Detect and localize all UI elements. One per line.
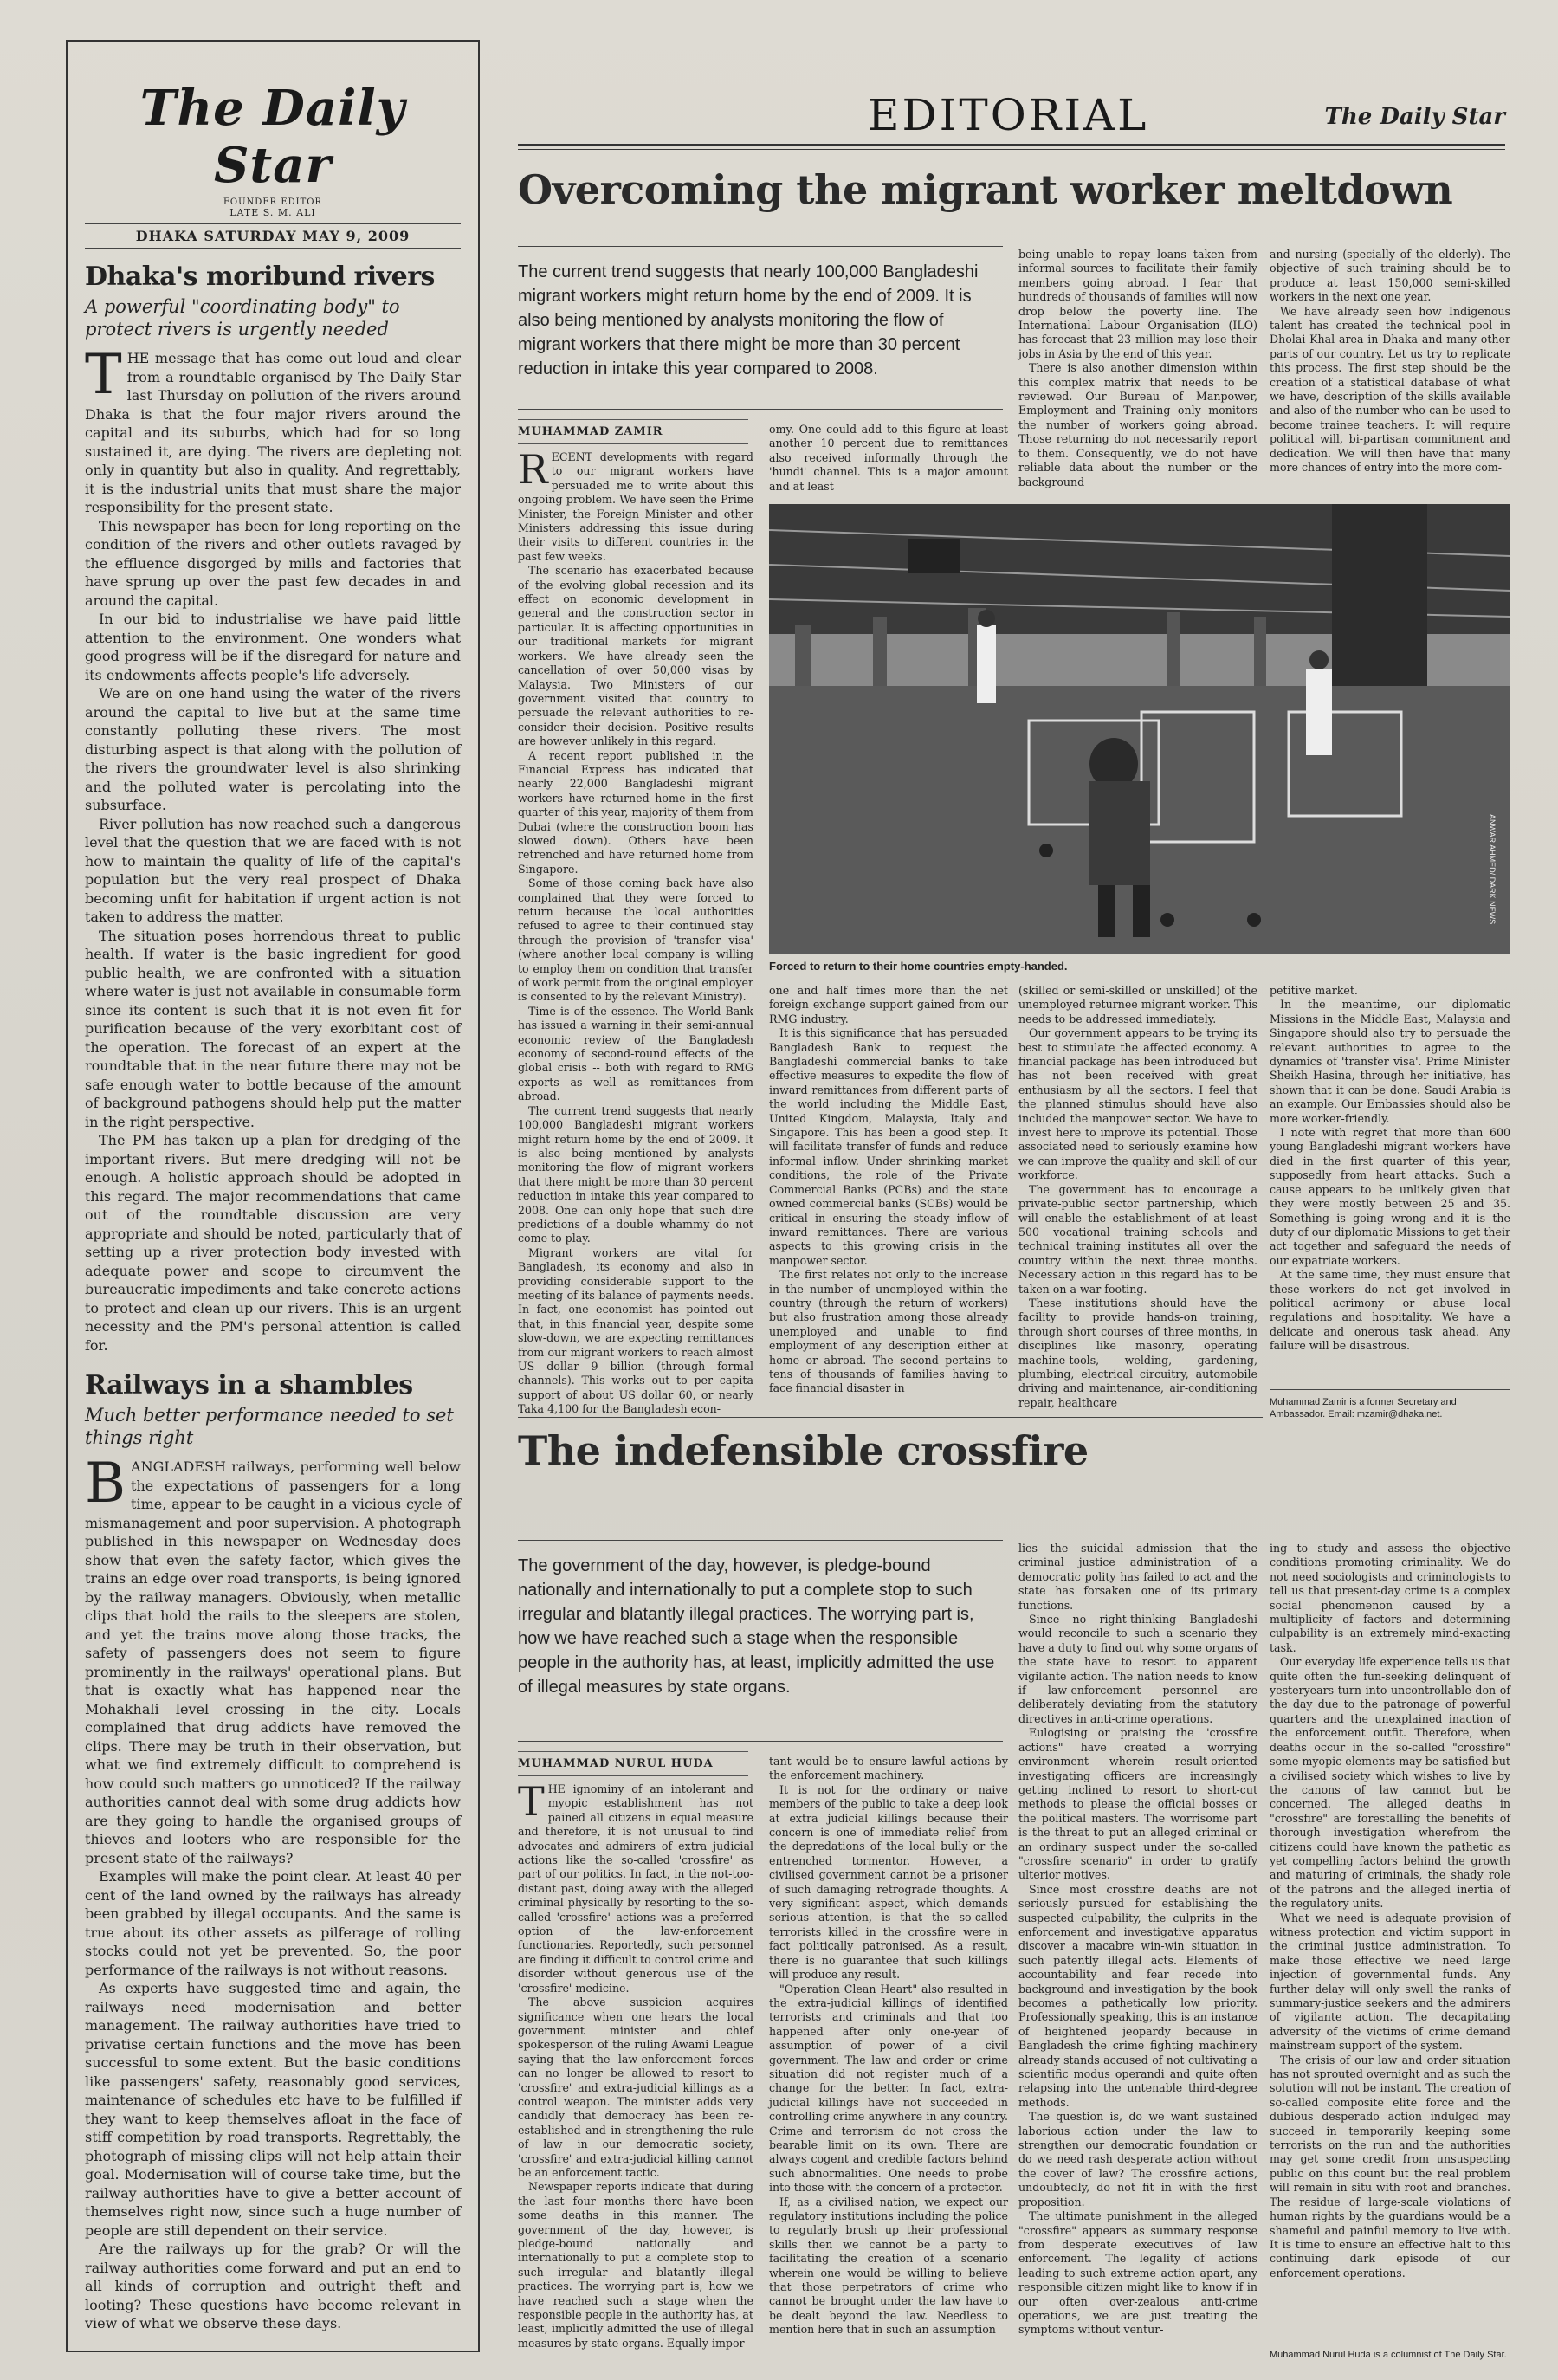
paragraph: "Operation Clean Heart" also resulted in the extra-judicial killings of identified terrorists and criminals and that too happened after only one-year of assumption of power of a civil government. The law and order or crime situation did not register much of a change for the better. In fact, extra-judicial killings have not succeeded in controlling crime anywhere in any country. Crime and terrorism do not cross the bearable limit on its own. There are always cogent and credible factors behind such abnormalities. One needs to probe into those with the concern of a protector. bbox=[769, 1982, 1008, 2195]
paragraph: The current trend suggests that nearly 100,000 Bangladeshi migrant workers might return home by the end of 2009. It is also being mentioned by analysts monitoring the flow of migrant workers that there might be more than 30 percent reduction in intake this year compared to 2008. One can only hope that such dire predictions of a double whammy do not come to play. bbox=[518, 1103, 753, 1245]
photo-credit: ANWAR AHMED/ DARK NEWS bbox=[1488, 814, 1497, 925]
paragraph: We are on one hand using the water of the rivers around the capital to live but at the same time constantly polluting these rivers. The most disturbing aspect is that along with the pollution of the rivers the groundwater level is also shrinking and the polluted water is percolating into the subsurface. bbox=[85, 685, 461, 813]
paragraph: ECENT developments with regard to our migrant workers have persuaded me to write about this ongoing problem. We have seen the Prime Minister, the Foreign Minister and other Ministers addressing this issue during their visits to different countries in the past few weeks. bbox=[518, 450, 753, 563]
headline-migrant: Overcoming the migrant worker meltdown bbox=[518, 166, 1453, 213]
paragraph: What we need is adequate provision of witness protection and victim support in the criminal justice administration. To make those effective we need large injection of governmental funds. Any further delay will only swell the ranks of summary-justice seekers and the admirers of vigilante action. The decapitating adversity of the victims of crime demand mainstream support of the system. bbox=[1270, 1911, 1510, 2053]
dropcap: R bbox=[518, 446, 548, 493]
paragraph: and nursing (specially of the elderly). The objective of such training should be to produce at least 150,000 semi-skilled workers in the next one year. bbox=[1270, 248, 1510, 304]
paragraph: tant would be to ensure lawful actions by the enforcement machinery. bbox=[769, 1755, 1008, 1782]
paragraph: At the same time, they must ensure that these workers do not get involved in political acrimony or abuse local regulations and hospitality. We have a delicate and onerous task ahead. Any failure will be disastrous. bbox=[1270, 1268, 1510, 1353]
paragraph: It is this significance that has persuaded Bangladesh Bank to request the Bangladeshi commercial banks to take effective measures to expedite the flow of inward remittances from different parts of the world including the Middle East, United Kingdom, Malaysia, Italy and Singapore. This has been a good step. It will facilitate transfer of funds and reduce informal inflow. Under shrinking market conditions, the role of the Private Commercial Banks (PCBs) and the state owned commercial banks (SCBs) would be critical in ensuring the steady inflow of inward remittances. There are various aspects to this growing crisis in the manpower sector. bbox=[769, 1026, 1008, 1267]
paragraph: ing to study and assess the objective conditions promoting criminality. We do not need sociologists and criminologists to tell us that present-day crime is a complex social phenomenon caused by a multiplicity of factors and determining culpability is an extremely mind-exacting task. bbox=[1270, 1542, 1510, 1654]
masthead-logo: The Daily Star bbox=[139, 80, 406, 194]
paragraph: In the meantime, our diplomatic Missions in the Middle East, Malaysia and Singapore should also try to persuade the relevant authorities to agree to the dynamics of 'transfer visa'. Prime Minister Sheikh Hasina, through her initiative, has shown that it can be done. Saudi Arabia is an example. Our Embassies should also be more worker-friendly. bbox=[1270, 998, 1510, 1125]
founder-name: LATE S. M. ALI bbox=[229, 207, 316, 218]
author-note-huda: Muhammad Nurul Huda is a columnist of The Daily Star. bbox=[1270, 2350, 1507, 2360]
byline-migrant: MUHAMMAD ZAMIR bbox=[518, 419, 748, 444]
section-title: EDITORIAL bbox=[868, 90, 1149, 140]
headline-crossfire: The indefensible crossfire bbox=[518, 1427, 1089, 1474]
paragraph: There is also another dimension within this complex matrix that needs to be reviewed. Our Bureau of Manpower, Employment and Training only monitors the number of workers going abroad. Those returning do not necessarily report to them. Consequently, we do not have reliable data about the number or the background bbox=[1018, 361, 1257, 488]
column-1 bbox=[518, 1778, 753, 2364]
photo-illustration bbox=[769, 504, 1510, 954]
paragraph: Are the railways up for the grab? Or will the railway authorities come forward and put an end to all kinds of corruption and outright theft and looting? These questions have become relevant in view of what we observe these days. bbox=[85, 2241, 461, 2331]
paragraph: The ultimate punishment in the alleged "crossfire" appears as summary response from desperate executives of law enforcement. The legality of actions leading to such extreme action apart, any responsible citizen might like to know if in our often over-zealous anti-crime operations, we are just treating the symptoms without ventur- bbox=[1018, 2209, 1257, 2337]
sidebar-editorials bbox=[66, 40, 480, 2352]
paragraph: lies the suicidal admission that the criminal justice administration of a democratic polity has failed to act and the state has forsaken one of its primary functions. bbox=[1018, 1542, 1257, 1612]
paragraph: Some of those coming back have also complained that they were forced to return because the local authorities refused to agree to their continued stay through the provision of 'transfer visa' (where another local company is willing to employ them on condition that transfer of work permit from the original employer is consented to by the relevant Ministry). bbox=[518, 876, 753, 1004]
paragraph: Eulogising or praising the "crossfire actions" have created a worrying environment wherein result-oriented investigating officers are increasingly getting inclined to resort to short-cut methods to please the official bosses or the political masters. The worrisome part is the threat to put an alleged criminal or an ordinary suspect under the so-called "crossfire scenario" in order to gratify ulterior motives. bbox=[1018, 1726, 1257, 1882]
author-note-zamir: Muhammad Zamir is a former Secretary and Ambassador. Email: mzamir@dhaka.net. bbox=[1270, 1397, 1457, 1420]
divider bbox=[518, 1417, 1263, 1418]
sidebar-body-rivers bbox=[85, 343, 461, 1355]
paragraph: Our everyday life experience tells us that quite often the fun-seeking delinquent of yesteryears turn into uncontrollable don of the day due to the patronage of powerful quarters and the unexplained inaction of the enforcement outfit. Therefore, when deaths occur in the so-called "crossfire" some myopic elements may be satisfied but a civilised society which wishes to live by the canons of law cannot but be concerned. The alleged deaths in "crossfire" are forestalling the benefits of thorough investigation wherefrom the citizens could have known the pathetic as yet compelling factors behind the growth and maturing of criminals, the shady role of the patrons and the alleged inertia of the regulatory units. bbox=[1270, 1655, 1510, 1911]
paragraph: The first relates not only to the increase in the number of unemployed within the country (through the return of workers) but also frustration among those already unemployed and unable to find employment of any description either at home or abroad. The second pertains to tens of thousands of families having to face financial disaster in bbox=[769, 1268, 1008, 1395]
sidebar-body-railways bbox=[85, 1452, 461, 2333]
paragraph: The crisis of our law and order situation has not sprouted overnight and as such the solution will not be instant. The creation of so-called composite elite force and the dubious desperado action indulged may succeed in temporarily keeping some terrorists on the run and the authorities may get some credit from unsuspecting public on this count but the real problem will remain in situ with root and branches. The residue of large-scale violations of human rights by the guardians would be a shameful and painful memory to live with. It is time to ensure an effective halt to this continuing dark episode of our enforcement operations. bbox=[1270, 2053, 1510, 2280]
dropcap: T bbox=[518, 1778, 545, 1825]
paragraph: Since no right-thinking Bangladeshi would reconcile to such a scenario they have a duty to find out why some organs of the state have to resort to apparent vigilante action. The nation needs to know if law-enforcement personnel are deliberately deviating from the statutory directives in anti-crime operations. bbox=[1018, 1613, 1257, 1725]
section-header bbox=[518, 78, 1505, 147]
paragraph: The government has to encourage a private-public sector partnership, which will enable the establishment of at least 500 vocational training schools and technical training institutes all over the country within the next three months. Necessary action in this regard has to be taken on a war footing. bbox=[1018, 1182, 1257, 1296]
dropcap: T bbox=[85, 343, 122, 407]
header-logo: The Daily Star bbox=[1324, 104, 1505, 130]
divider bbox=[518, 246, 1003, 247]
paragraph: being unable to repay loans taken from informal sources to facilitate their family members going abroad. I fear that hundreds of thousands of families will now drop below the poverty line. The International Labour Organisation (ILO) has forecast that 23 million may lose their jobs in Asia by the end of this year. bbox=[1018, 248, 1257, 360]
dateline: DHAKA SATURDAY MAY 9, 2009 bbox=[85, 223, 461, 249]
paragraph: ANGLADESH railways, performing well below the expectations of passengers for a long time, appear to be caught in a vicious cycle of mismanagement and poor supervision. A photograph published in this newspaper on Wednesday does show that even the safety factor, which gives the trains an edge over road transports, is being ignored by the railway managers. Obviously, when metallic clips that hold the rails to the sleepers are stolen, and yet the trains move along those tracks, the safety of passengers does not seem to figure prominently in the railways' operational plans. But that is exactly what has happened near the Mohakhali level crossing in the city. Locals complained that drug addicts have removed the clips. There may be truth in their observation, but what we find extremely difficult to comprehend is how could such matters go unnoticed? If the railway authorities cannot deal with some drug addicts how are they going to handle the organised groups of thieves and looters who are responsible for the present state of the railways? bbox=[85, 1458, 461, 1866]
column-2-top bbox=[769, 423, 1008, 492]
paragraph: Migrant workers are vital for Bangladesh, its economy and also in providing considerable support to the meeting of its balance of payments needs. In fact, one economist has pointed out that, in this financial year, despite some slow-down, we are expecting remittances from our migrant workers to reach almost US dollar 9 billion (through formal channels). This works out to per capita support of about US dollar 60, or nearly Taka 4,100 for the Bangladesh econ- bbox=[518, 1245, 753, 1416]
paragraph: The situation poses horrendous threat to public health. If water is the basic ingredient for good public health, we are confronted with a situation where water is just not available in consumable form since its content is such that it is not even fit for purification because of the very exorbitant cost of the operation. The forecast of an expert at the roundtable that in the near future there may not be safe enough water to bottle because of the amount of background pathogens should help put the matter in the right perspective. bbox=[85, 927, 461, 1130]
paragraph: If, as a civilised nation, we expect our regulatory institutions including the police to regularly brush up their professional skills then we cannot be a party to facilitating the creation of a scenario wherein one would be willing to believe that those perpetrators of crime who cannot be brought under the law have to be dealt beyond the law. Needless to mention here that in such an assumption bbox=[769, 2195, 1008, 2337]
divider bbox=[518, 144, 1505, 146]
column-3-bottom bbox=[1018, 984, 1257, 1409]
paragraph: (skilled or semi-skilled or unskilled) of the unemployed returnee migrant worker. This needs to be addressed immediately. bbox=[1018, 984, 1257, 1025]
divider bbox=[518, 149, 1505, 150]
paragraph: HE ignominy of an intolerant and myopic establishment has not pained all citizens in equal measure and therefore, it is not unusual to find advocates and admirers of extra judicial actions like the so-called 'crossfire' as part of our politics. In fact, in the not-too-distant past, doing away with the alleged criminal physically by resorting to the so-called 'crossfire' actions was a preferred option of the law-enforcement functionaries. Reportedly, such personnel are finding it difficult to control crime and disorder without generous use of the 'crossfire' medicine. bbox=[518, 1782, 753, 1995]
photo-caption: Forced to return to their home countries empty-handed. bbox=[769, 960, 1068, 973]
paragraph: It is not for the ordinary or naive members of the public to take a deep look at extra judicial killings because their concern is one of immediate relief from the depredations of the local bully or the entrenched tormentor. However, a civilised government cannot be a prisoner of such damaging retrograde thoughts. A very significant aspect, which demands serious attention, is that the so-called terrorists killed in the crossfire were in fact politically patronised. As a result, there is no guarantee that such killings will produce any result. bbox=[769, 1782, 1008, 1982]
paragraph: We have already seen how Indigenous talent has created the technical pool in Dholai Khal area in Dhaka and many other parts of our country. Let us try to replicate this process. The first step should be the creation of a statistical database of what we have, description of the skills available and also of the number who can be used to become trainee teachers. It will require political will, bi-partisan commitment and dedication. We will then have that many more chances of entry into the more com- bbox=[1270, 304, 1510, 475]
paragraph: As experts have suggested time and again, the railways need modernisation and better management. The railway authorities have tried to privatise certain functions and the move has been successful to some extent. But the basic conditions like passengers' safety, reasonably good services, maintenance of schedules etc have to be fulfilled if they want to keep themselves afloat in the face of stiff competition by road transports. Regrettably, the photograph of missing clips will not help attain their goal. Modernisation will of course take time, but the railway authorities have to give a better account of themselves right now, since such a huge number of people are still dependent on their service. bbox=[85, 1980, 461, 2239]
deck-migrant: The current trend suggests that nearly 100,000 Bangladeshi migrant workers might return home by the end of 2009. It is also being mentioned by analysts monitoring the flow of migrant workers that there might be more than 30 percent reduction in intake this year compared to 2008. bbox=[518, 262, 979, 378]
divider bbox=[518, 1741, 1003, 1742]
paragraph: HE message that has come out loud and clear from a roundtable organised by The Daily Star last Thursday on pollution of the rivers around Dhaka is that the four major rivers around the capital and its suburbs, which had for so long sustained it, are dying. The rivers are depleting not only in quantity but also in quality. And regrettably, it is the industrial units that must share the major responsibility for the present state. bbox=[85, 350, 461, 515]
paragraph: Newspaper reports indicate that during the last four months there have been some deaths in this manner. The government of the day, however, is pledge-bound nationally and internationally to put a complete stop to such irregular and blatantly illegal practices. The worrying part is, how we have reached such a stage when the responsible people in the authority has, at least, implicitly admitted the use of illegal measures by state organs. Equally impor- bbox=[518, 2180, 753, 2350]
column-4-bottom bbox=[1270, 984, 1510, 1353]
sidebar-headline-railways: Railways in a shambles bbox=[85, 1370, 413, 1400]
paragraph: A recent report published in the Financial Express has indicated that nearly 22,000 Bangladeshi migrant workers have returned home in the first quarter of this year, majority of them from Dubai (where the construction boom has slowed down). Others have been retrenched and have returned home from Singapore. bbox=[518, 748, 753, 876]
paragraph: This newspaper has been for long reporting on the condition of the rivers and other outlets ravaged by the effluence disgorged by mills and factories that have sprung up over the past few decades in and around the capital. bbox=[85, 517, 461, 609]
paragraph: petitive market. bbox=[1270, 984, 1358, 997]
column-3-top bbox=[1018, 248, 1257, 492]
divider bbox=[518, 1540, 1003, 1541]
deck-crossfire: The government of the day, however, is pledge-bound nationally and internationally to put a complete stop to such irregular and blatantly illegal practices. The worrying part is, how we have reached such a stage when the responsible people in the authority has, at least, implicitly admitted the use of illegal measures by state organs. bbox=[518, 1556, 995, 1697]
paragraph: omy. One could add to this figure at least another 10 percent due to remittances also received informally through the 'hundi' channel. This is a major amount and at least bbox=[769, 423, 1008, 493]
dropcap: B bbox=[85, 1452, 126, 1516]
paragraph: The scenario has exacerbated because of the evolving global recession and its effect on economic development in general and the construction sector in particular. It is affecting opportunities in our traditional markets for migrant workers. We have already seen the cancellation of over 50,000 visas by Malaysia. Two Ministers of our government visited that country to persuade the relevant authorities to re-consider their decision. Positive results are however unlikely in this regard. bbox=[518, 564, 753, 748]
column-4-top bbox=[1270, 248, 1510, 492]
paragraph: These institutions should have the facility to provide hands-on training, through short courses of three months, in disciplines like masonry, operating machine-tools, welding, gardening, plumbing, electrical circuitry, automobile driving and maintenance, air-conditioning repair, healthcare bbox=[1018, 1296, 1257, 1409]
paragraph: The question is, do we want sustained laborious action under the law to strengthen our democratic foundation or do we need rash desperate action without the cover of law? The crossfire actions, undoubtedly, do not fit in with the first proposition. bbox=[1018, 2110, 1257, 2209]
sidebar-deck-railways: Much better performance needed to set things right bbox=[85, 1405, 454, 1448]
paragraph: Since most crossfire deaths are not seriously pursued for establishing the suspected culpability, the culprits in the enforcement and investigative apparatus discover a macabre win-win situation in such patently illegal acts. Elements of accountability and fear recede into background and investigation by the book becomes a pathetically low priority. Professionally speaking, this is an instance of heightened jeopardy because in Bangladesh the crime fighting machinery already stands accused of not cultivating a scientific modus operandi and quite often relapsing into the untenable third-degree methods. bbox=[1018, 1882, 1257, 2109]
paragraph: In our bid to industrialise we have paid little attention to the environment. One wonders what good progress will be if the disregard for nature and its endowments affects people's life adversely. bbox=[85, 611, 461, 683]
column-1 bbox=[518, 446, 753, 1416]
column-2 bbox=[769, 1755, 1008, 2364]
sidebar-headline-rivers: Dhaka's moribund rivers bbox=[85, 262, 435, 292]
divider bbox=[518, 409, 1003, 410]
paragraph: Examples will make the point clear. At least 40 per cent of the land owned by the railways has already been grabbed by illegal occupants. And the same is true about its other assets as pilferage of rolling stocks could not yet be prevented. So, the poor performance of the railways is not without reasons. bbox=[85, 1868, 461, 1978]
paragraph: I note with regret that more than 600 young Bangladeshi migrant workers have died in the first quarter of this year, supposedly from heart attacks. Such a cause appears to be unlikely given that they were mostly between 25 and 35. Something is going wrong and it is the duty of our diplomatic Missions to get their act together and safeguard the needs of our expatriate workers. bbox=[1270, 1126, 1510, 1267]
column-4 bbox=[1270, 1542, 1510, 2338]
divider bbox=[1270, 1389, 1510, 1390]
paragraph: The above suspicion acquires significance when one hears the local government minister and chief spokesperson of the ruling Awami League saying that the law-enforcement forces can no longer be allowed to resort to 'crossfire' and extra-judicial killings as a control weapon. The minister adds very candidly that democracy has been re-established and in strengthening the rule of law in our democratic society, 'crossfire' and extra-judicial killing cannot be an enforcement tactic. bbox=[518, 1995, 753, 2179]
paragraph: one and half times more than the net foreign exchange support gained from our RMG industry. bbox=[769, 984, 1008, 1025]
column-2-bottom bbox=[769, 984, 1008, 1396]
paragraph: River pollution has now reached such a dangerous level that the question that we are faced with is not how to maintain the quality of life of the capital's population but the very real prospect of Dhaka becoming unfit for habitation if urgent action is not taken to address the matter. bbox=[85, 815, 461, 925]
paragraph: Our government appears to be trying its best to stimulate the affected economy. A financial package has been introduced but has not been received with great enthusiasm by all the sectors. I feel that the planned stimulus should have also included the manpower sector. We have to invest here to improve its potential. Those associated need to seriously examine how we can improve the quality and skill of our workforce. bbox=[1018, 1026, 1257, 1182]
founder-label: FOUNDER EDITOR bbox=[223, 197, 322, 207]
column-3 bbox=[1018, 1542, 1257, 2364]
byline-crossfire: MUHAMMAD NURUL HUDA bbox=[518, 1751, 748, 1776]
airport-photo bbox=[769, 504, 1510, 954]
paragraph: The PM has taken up a plan for dredging of the important rivers. But mere dredging will not be enough. A holistic approach should be adopted in this regard. The major recommendations that came out of the roundtable discussion are very appropriate and should be noted, particularly that of setting up a river protection body invested with adequate power and scope to circumvent the bureaucratic impediments and take concrete actions to protect and clean up our rivers. This is an urgent necessity and the PM's personal attention is called for. bbox=[85, 1132, 461, 1354]
sidebar-deck-rivers: A powerful "coordinating body" to protect rivers is urgently needed bbox=[85, 296, 400, 340]
paragraph: Time is of the essence. The World Bank has issued a warning in their semi-annual economic review of the Bangladesh economy of second-round effects of the global crisis -- both with regard to RMG exports as well as remittances from abroad. bbox=[518, 1004, 753, 1103]
